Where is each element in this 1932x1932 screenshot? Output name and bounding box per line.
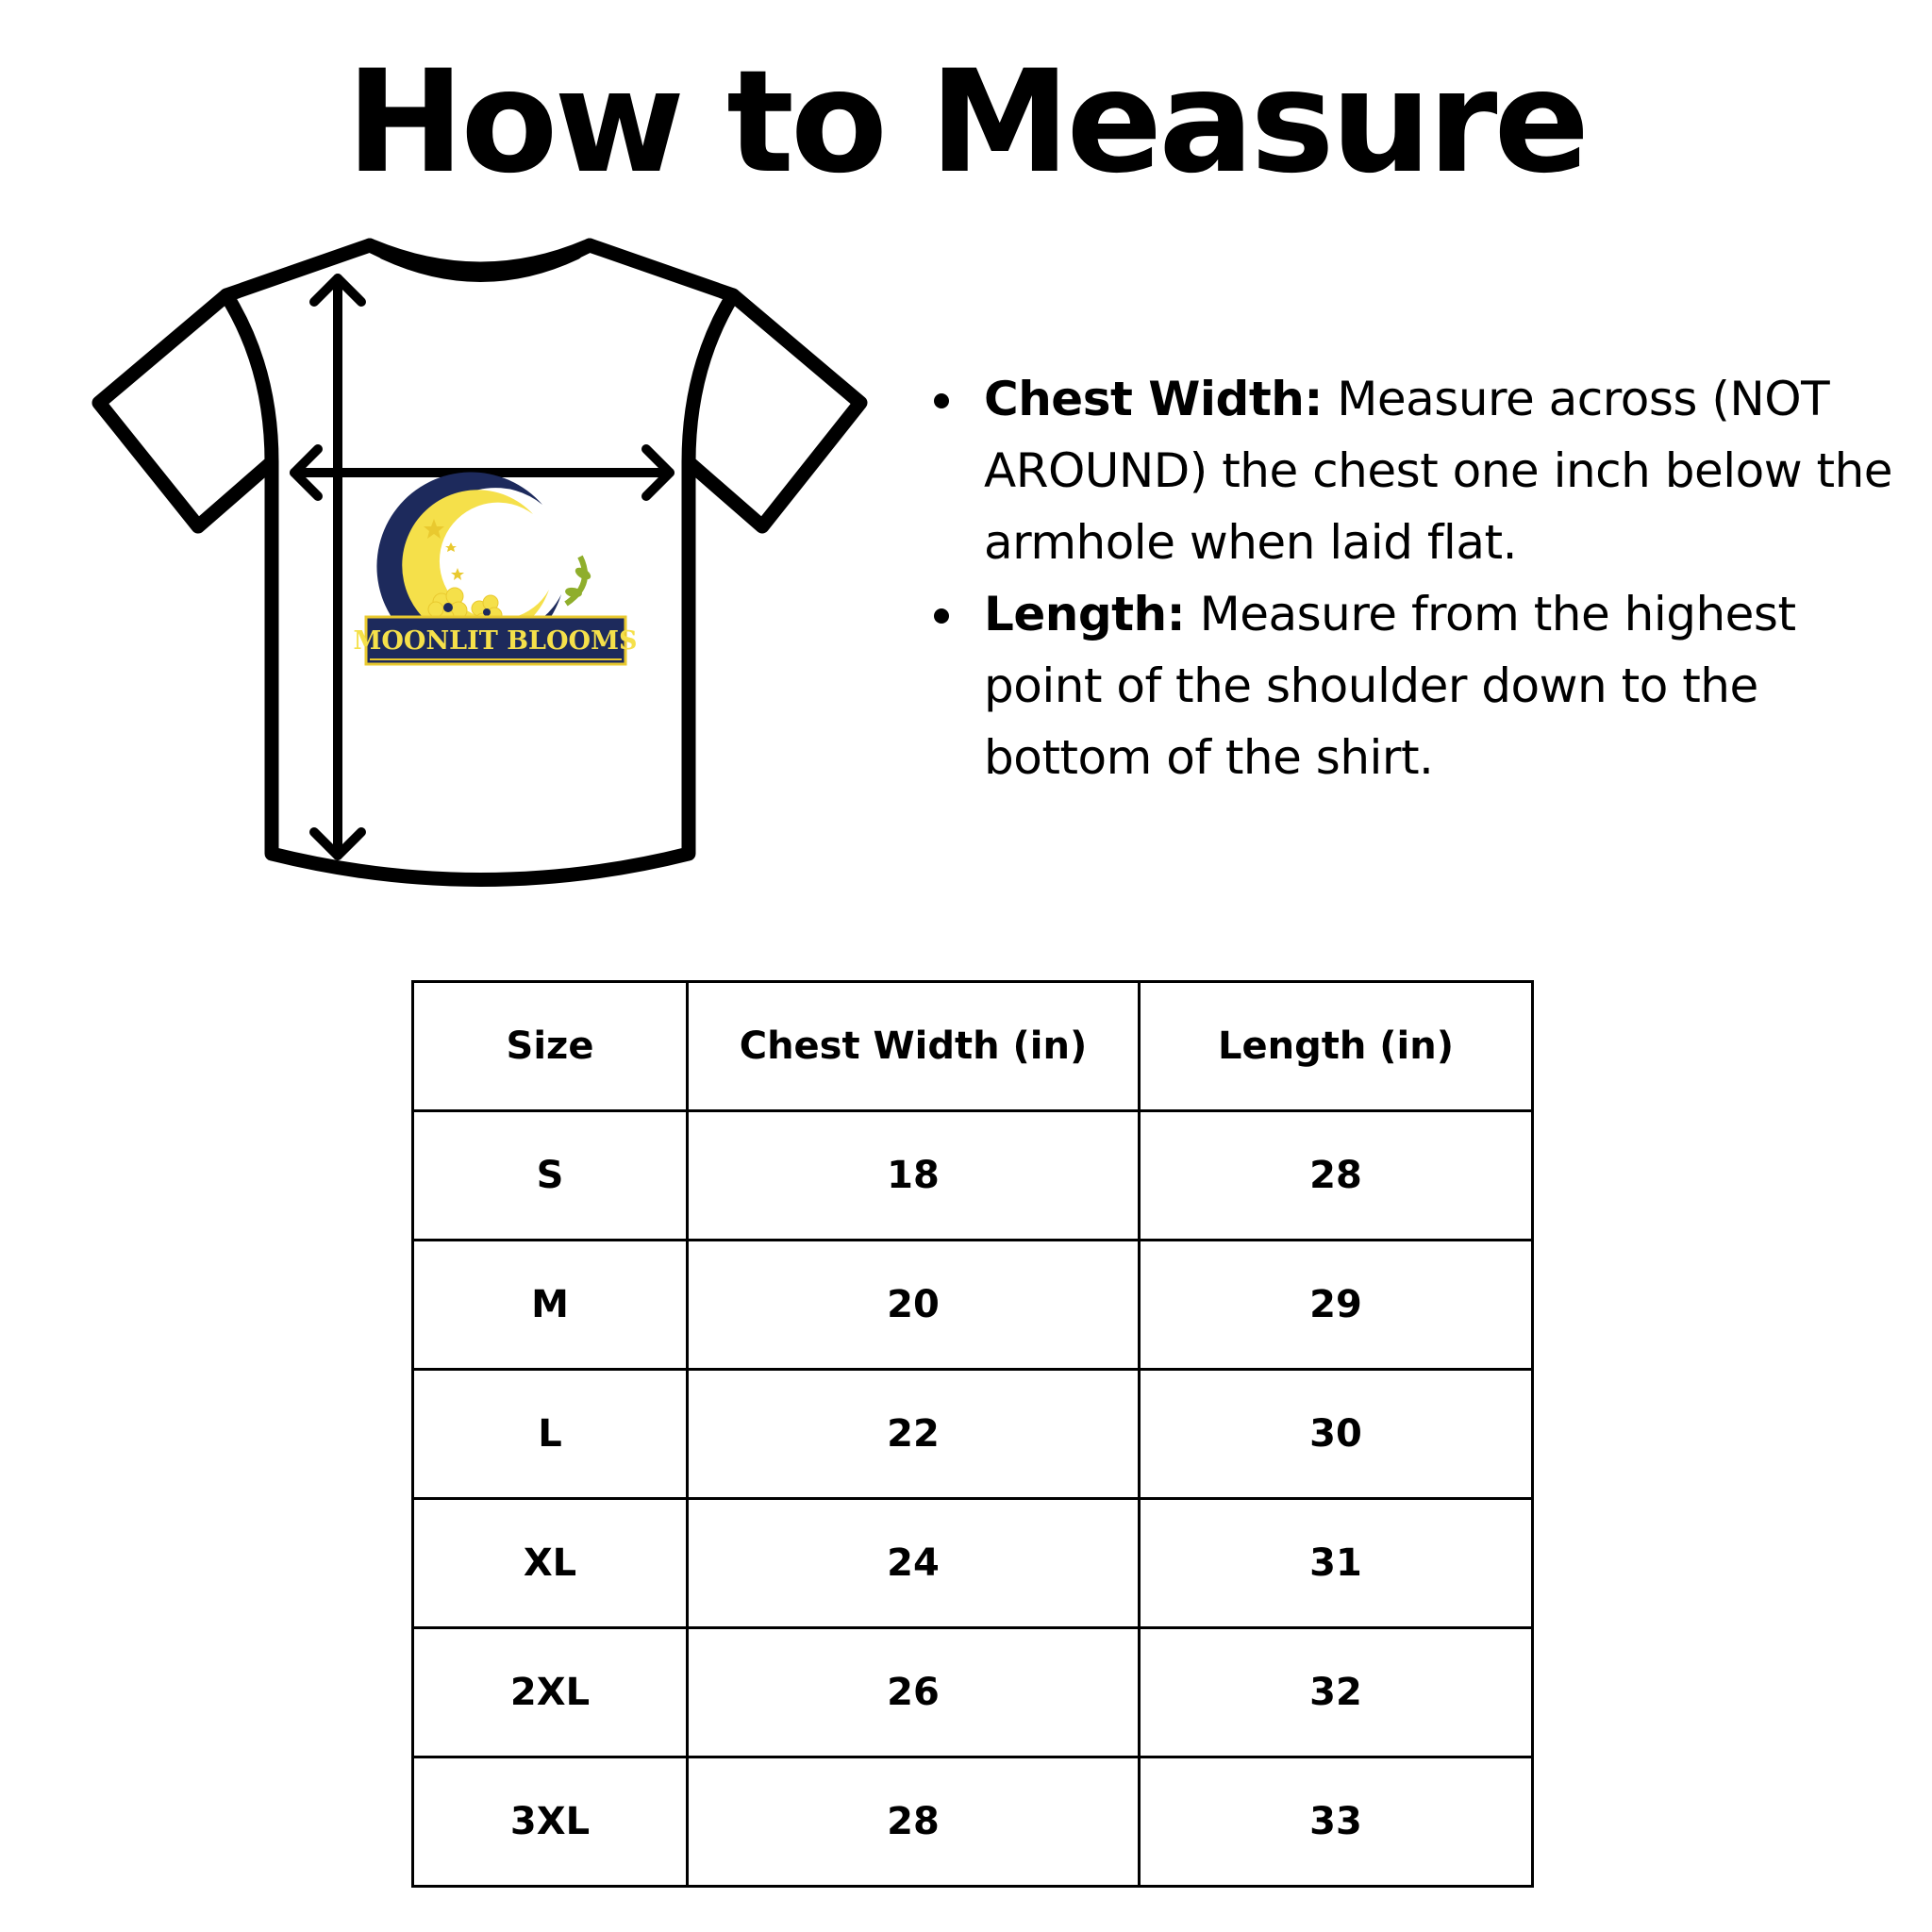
cell-chest-width: 28	[688, 1757, 1140, 1887]
table-row	[413, 1628, 1533, 1757]
length-arrow	[314, 278, 361, 856]
instruction-length	[934, 578, 1906, 793]
cell-chest-width: 24	[688, 1499, 1140, 1628]
moonlit-blooms-logo	[354, 473, 638, 664]
instruction-text: Measure from the highest point of the shoulder down to the bottom of the shirt.	[984, 587, 1796, 785]
cell-chest-width: 18	[688, 1111, 1140, 1241]
cell-chest-width: 22	[688, 1370, 1140, 1499]
cell-length: 33	[1140, 1757, 1533, 1887]
cell-chest-width: 20	[688, 1241, 1140, 1370]
tshirt-diagram	[85, 226, 887, 924]
cell-length: 31	[1140, 1499, 1533, 1628]
cell-size: 3XL	[413, 1757, 688, 1887]
table-header-row	[413, 982, 1533, 1111]
tshirt-outline-icon	[99, 245, 860, 880]
cell-size: M	[413, 1241, 688, 1370]
measurement-instructions	[934, 363, 1906, 793]
instruction-text: Measure across (NOT AROUND) the chest one inch below the armhole when laid flat.	[984, 372, 1893, 570]
logo-text: MOONLIT BLOOMS	[353, 626, 638, 656]
table-row	[413, 1499, 1533, 1628]
bullet-icon	[934, 608, 949, 624]
instruction-term: Chest Width:	[984, 372, 1323, 426]
table-row	[413, 1241, 1533, 1370]
table-row	[413, 1111, 1533, 1241]
header-chest-width: Chest Width (in)	[688, 982, 1140, 1111]
instruction-term: Length:	[984, 587, 1186, 641]
instruction-chest-width	[934, 363, 1906, 578]
cell-size: S	[413, 1111, 688, 1241]
header-length: Length (in)	[1140, 982, 1533, 1111]
cell-size: 2XL	[413, 1628, 688, 1757]
table-row	[413, 1757, 1533, 1887]
cell-length: 32	[1140, 1628, 1533, 1757]
page-title: How to Measure	[345, 41, 1587, 205]
cell-size: L	[413, 1370, 688, 1499]
cell-length: 30	[1140, 1370, 1533, 1499]
header-size: Size	[413, 982, 688, 1111]
cell-length: 29	[1140, 1241, 1533, 1370]
cell-chest-width: 26	[688, 1628, 1140, 1757]
size-chart-table	[411, 980, 1534, 1888]
table-row	[413, 1370, 1533, 1499]
cell-length: 28	[1140, 1111, 1533, 1241]
bullet-icon	[934, 393, 949, 408]
cell-size: XL	[413, 1499, 688, 1628]
chest-width-arrow	[294, 449, 670, 496]
